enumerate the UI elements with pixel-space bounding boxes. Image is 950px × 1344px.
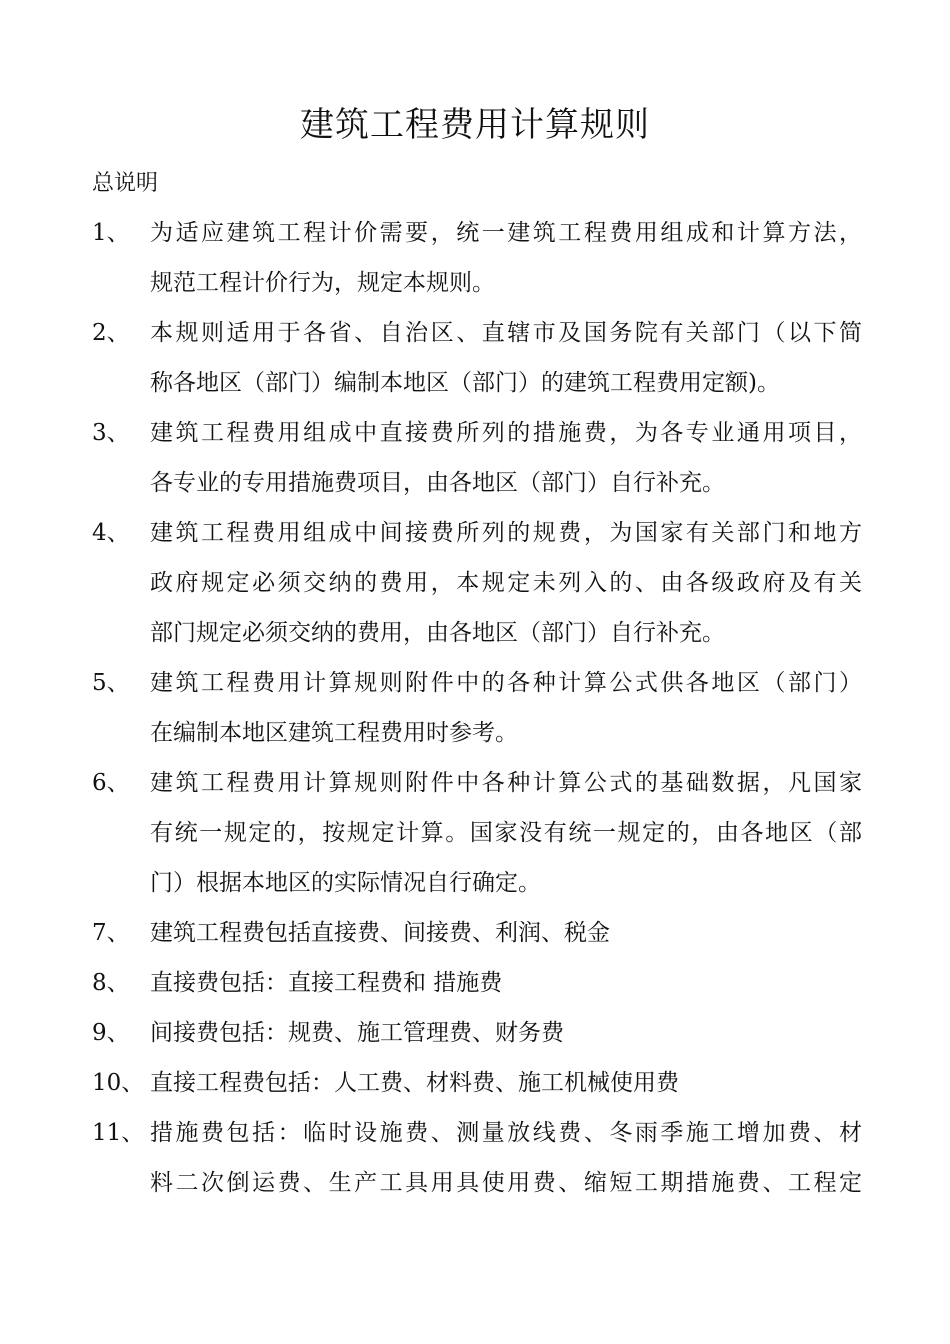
item-line: 料二次倒运费、生产工具用具使用费、缩短工期措施费、工程定 <box>150 1170 862 1196</box>
item-line: 各专业的专用措施费项目，由各地区（部门）自行补充。 <box>150 470 725 496</box>
item-number: 2、 <box>92 320 130 346</box>
item-line: 为适应建筑工程计价需要，统一建筑工程费用组成和计算方法， <box>150 220 862 246</box>
item-line: 称各地区（部门）编制本地区（部门）的建筑工程费用定额)。 <box>150 370 780 396</box>
item-line: 规范工程计价行为，规定本规则。 <box>150 270 495 296</box>
item-number: 7、 <box>92 920 130 946</box>
item-line: 建筑工程费用计算规则附件中各种计算公式的基础数据，凡国家 <box>150 770 862 796</box>
item-number: 10、 <box>92 1070 145 1096</box>
item-line: 措施费包括：临时设施费、测量放线费、冬雨季施工增加费、材 <box>150 1120 862 1146</box>
item-line: 建筑工程费包括直接费、间接费、利润、税金 <box>150 920 610 946</box>
item-text <box>150 958 862 1008</box>
item-text <box>150 1058 862 1108</box>
item-line: 门）根据本地区的实际情况自行确定。 <box>150 870 541 896</box>
item-number: 11、 <box>92 1120 145 1146</box>
item-line: 政府规定必须交纳的费用，本规定未列入的、由各级政府及有关 <box>150 570 862 596</box>
item-text <box>150 1008 862 1058</box>
item-text <box>150 1108 862 1208</box>
document-title: 建筑工程费用计算规则 <box>300 105 650 145</box>
item-line: 建筑工程费用组成中间接费所列的规费，为国家有关部门和地方 <box>150 520 862 546</box>
item-line: 直接工程费包括：人工费、材料费、施工机械使用费 <box>150 1070 679 1096</box>
item-line: 直接费包括：直接工程费和 措施费 <box>150 970 503 996</box>
item-line: 建筑工程费用计算规则附件中的各种计算公式供各地区（部门） <box>150 670 862 696</box>
item-number: 1、 <box>92 220 130 246</box>
item-text <box>150 658 862 758</box>
item-line: 在编制本地区建筑工程费用时参考。 <box>150 720 518 746</box>
item-line: 部门规定必须交纳的费用，由各地区（部门）自行补充。 <box>150 620 725 646</box>
item-text <box>150 208 862 308</box>
item-line: 有统一规定的，按规定计算。国家没有统一规定的，由各地区（部 <box>150 820 862 846</box>
item-text <box>150 408 862 508</box>
item-line: 间接费包括：规费、施工管理费、财务费 <box>150 1020 564 1046</box>
item-text <box>150 908 862 958</box>
item-text <box>150 508 862 658</box>
item-number: 8、 <box>92 970 130 996</box>
item-number: 5、 <box>92 670 130 696</box>
item-number: 3、 <box>92 420 130 446</box>
item-number: 6、 <box>92 770 130 796</box>
item-text <box>150 308 862 408</box>
item-number: 9、 <box>92 1020 130 1046</box>
item-text <box>150 758 862 908</box>
item-line: 本规则适用于各省、自治区、直辖市及国务院有关部门（以下简 <box>150 320 862 346</box>
section-heading: 总说明 <box>92 171 159 196</box>
item-number: 4、 <box>92 520 130 546</box>
item-line: 建筑工程费用组成中直接费所列的措施费，为各专业通用项目， <box>150 420 862 446</box>
